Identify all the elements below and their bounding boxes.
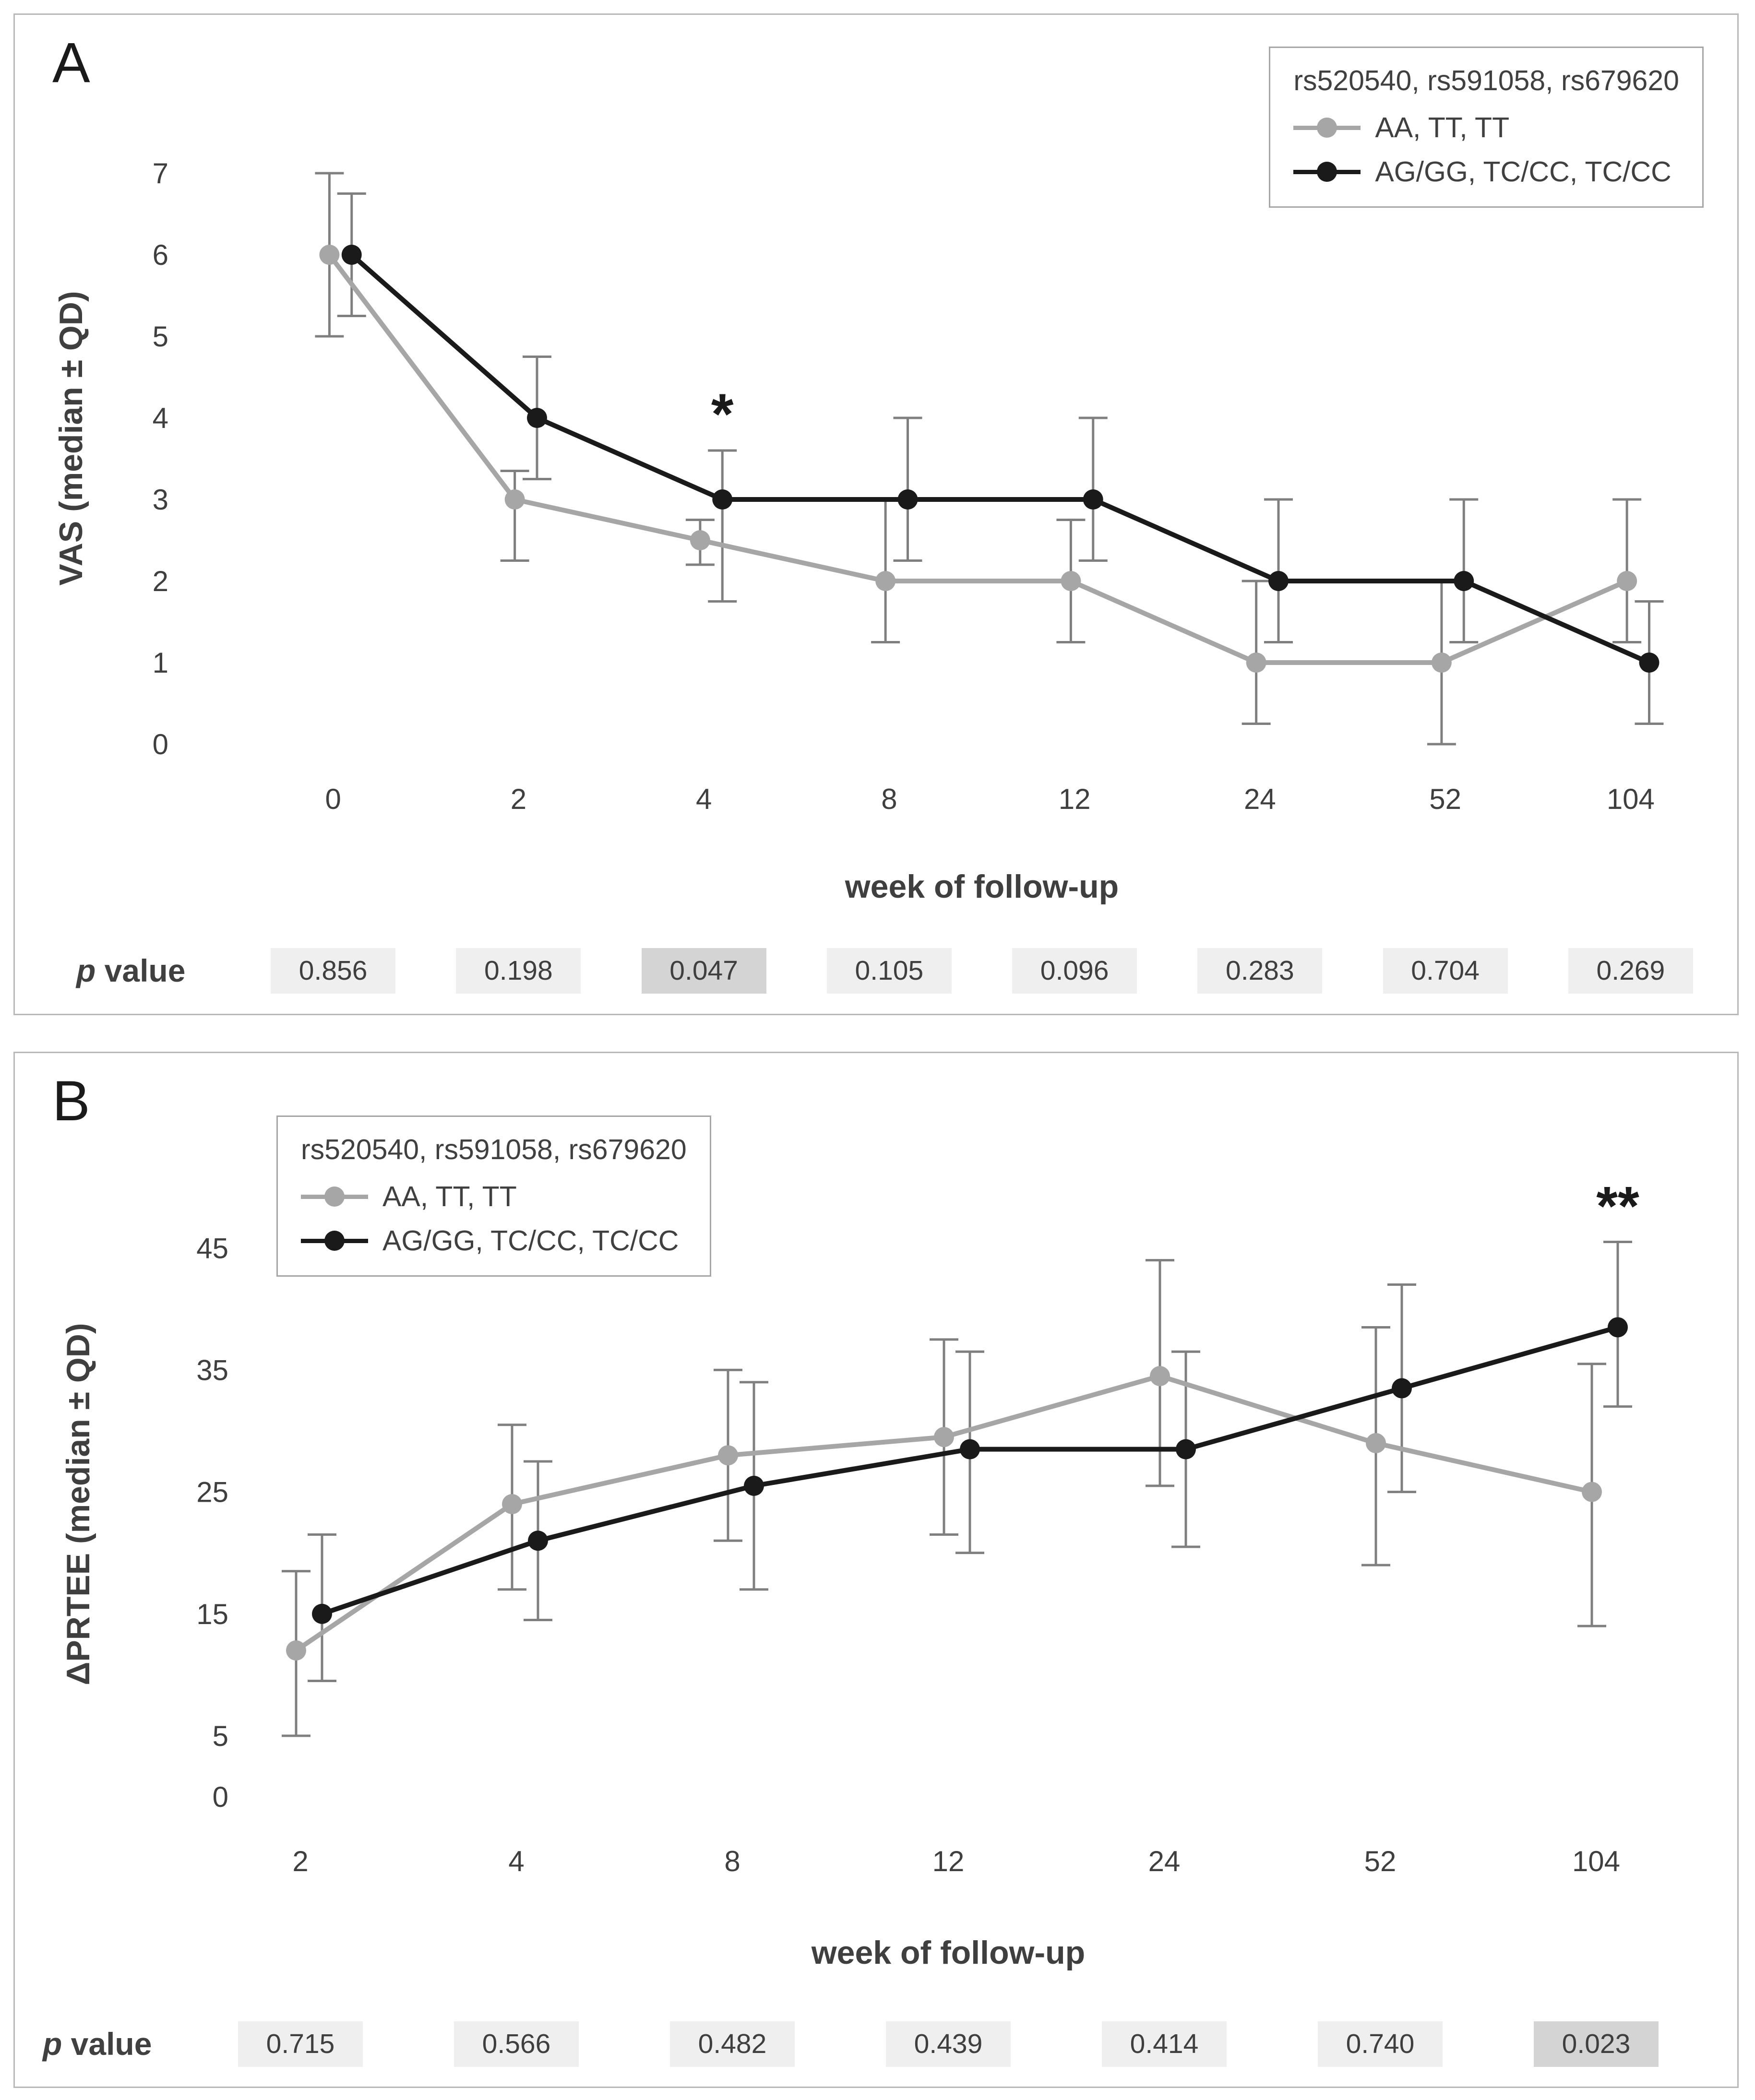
p-value: 0.704 bbox=[1383, 948, 1508, 994]
p-value: 0.105 bbox=[827, 948, 952, 994]
p-value-row-a bbox=[15, 948, 1737, 994]
x-tick-label: 0 bbox=[325, 783, 341, 815]
p-value: 0.414 bbox=[1102, 2021, 1227, 2067]
data-point bbox=[528, 1531, 548, 1551]
y-tick-label: 45 bbox=[196, 1232, 228, 1265]
data-point bbox=[342, 245, 362, 265]
significance-asterisk: * bbox=[711, 382, 734, 446]
p-value: 0.482 bbox=[670, 2021, 795, 2067]
data-point bbox=[690, 530, 710, 550]
x-tick-label: 12 bbox=[1058, 783, 1091, 815]
x-tick-label: 2 bbox=[510, 783, 527, 815]
legend-title: rs520540, rs591058, rs679620 bbox=[301, 1134, 687, 1165]
p-value: 0.269 bbox=[1568, 948, 1693, 994]
chart-b bbox=[15, 1053, 1739, 1998]
data-point bbox=[744, 1476, 764, 1496]
x-tick-label: 52 bbox=[1364, 1845, 1397, 1877]
x-tick-label: 2 bbox=[292, 1845, 309, 1877]
y-tick-label: 3 bbox=[152, 484, 168, 516]
data-point bbox=[505, 489, 525, 510]
y-tick-label: 5 bbox=[152, 320, 168, 353]
data-point bbox=[319, 245, 339, 265]
data-point bbox=[1392, 1378, 1412, 1399]
y-axis-title: ΔPRTEE (median ± QD) bbox=[60, 1323, 96, 1685]
y-tick-label: 4 bbox=[152, 402, 168, 434]
p-value: 0.740 bbox=[1318, 2021, 1443, 2067]
black-series-marker-icon bbox=[301, 1230, 368, 1251]
data-point bbox=[1608, 1317, 1628, 1337]
data-point bbox=[1061, 571, 1081, 591]
data-point bbox=[875, 571, 895, 591]
legend-item bbox=[301, 1180, 687, 1213]
significance-asterisk: ** bbox=[1596, 1175, 1639, 1237]
data-point bbox=[718, 1445, 738, 1465]
p-value: 0.283 bbox=[1197, 948, 1322, 994]
gray-series-marker-icon bbox=[1293, 117, 1361, 138]
data-point bbox=[286, 1640, 306, 1661]
legend-title: rs520540, rs591058, rs679620 bbox=[1293, 65, 1679, 96]
x-tick-label: 4 bbox=[695, 783, 712, 815]
black-series-marker-icon bbox=[1293, 161, 1361, 182]
y-axis-title: VAS (median ± QD) bbox=[53, 291, 89, 586]
legend-label: AG/GG, TC/CC, TC/CC bbox=[1375, 156, 1671, 188]
p-value-label bbox=[43, 2021, 152, 2067]
data-point bbox=[1582, 1482, 1602, 1502]
data-point bbox=[1150, 1366, 1170, 1386]
data-point bbox=[1432, 653, 1452, 673]
p-value: 0.439 bbox=[886, 2021, 1011, 2067]
legend-item bbox=[301, 1224, 687, 1257]
y-tick-label: 15 bbox=[196, 1598, 228, 1630]
p-label-word: value bbox=[104, 953, 186, 988]
data-point bbox=[960, 1439, 980, 1459]
data-point bbox=[1454, 571, 1474, 591]
p-value-label bbox=[76, 948, 185, 994]
data-point bbox=[1366, 1433, 1386, 1453]
p-value: 0.715 bbox=[238, 2021, 363, 2067]
x-tick-label: 8 bbox=[881, 783, 897, 815]
data-point bbox=[712, 489, 732, 510]
legend-b bbox=[276, 1115, 711, 1277]
x-tick-label: 12 bbox=[932, 1845, 965, 1877]
panel-a-letter: A bbox=[52, 31, 90, 95]
legend-label: AA, TT, TT bbox=[382, 1181, 517, 1212]
x-tick-label: 8 bbox=[724, 1845, 740, 1877]
p-value: 0.096 bbox=[1012, 948, 1137, 994]
series-line bbox=[352, 255, 1649, 663]
y-tick-label: 5 bbox=[212, 1720, 228, 1752]
legend-label: AA, TT, TT bbox=[1375, 112, 1510, 143]
panel-b bbox=[13, 1052, 1739, 2088]
data-point bbox=[898, 489, 918, 510]
x-tick-label: 24 bbox=[1244, 783, 1276, 815]
x-tick-label: 24 bbox=[1148, 1845, 1181, 1877]
data-point bbox=[1083, 489, 1103, 510]
p-value: 0.047 bbox=[642, 948, 766, 994]
p-label-word: value bbox=[71, 2026, 152, 2062]
p-value: 0.198 bbox=[456, 948, 581, 994]
y-tick-label: 35 bbox=[196, 1354, 228, 1387]
data-point bbox=[312, 1604, 332, 1624]
legend-a bbox=[1269, 47, 1704, 208]
y-tick-label: 25 bbox=[196, 1476, 228, 1508]
data-point bbox=[527, 408, 547, 428]
x-axis-title: week of follow-up bbox=[845, 868, 1119, 905]
data-point bbox=[1639, 653, 1659, 673]
p-value-row-b bbox=[15, 2021, 1737, 2067]
data-point bbox=[1176, 1439, 1196, 1459]
x-tick-label: 104 bbox=[1572, 1845, 1621, 1877]
legend-item bbox=[1293, 155, 1679, 188]
y-tick-label: 0 bbox=[212, 1781, 228, 1813]
x-tick-label: 4 bbox=[508, 1845, 525, 1877]
p-value: 0.856 bbox=[271, 948, 395, 994]
legend-item bbox=[1293, 111, 1679, 144]
p-label-italic: p bbox=[43, 2026, 62, 2062]
x-tick-label: 104 bbox=[1606, 783, 1655, 815]
data-point bbox=[502, 1494, 522, 1514]
legend-label: AG/GG, TC/CC, TC/CC bbox=[382, 1225, 679, 1257]
gray-series-marker-icon bbox=[301, 1186, 368, 1207]
p-value: 0.023 bbox=[1534, 2021, 1659, 2067]
x-axis-title: week of follow-up bbox=[811, 1934, 1086, 1971]
panel-a bbox=[13, 13, 1739, 1015]
x-tick-label: 52 bbox=[1429, 783, 1461, 815]
data-point bbox=[1246, 653, 1266, 673]
data-point bbox=[934, 1427, 954, 1447]
data-point bbox=[1617, 571, 1637, 591]
data-point bbox=[1268, 571, 1289, 591]
y-tick-label: 0 bbox=[152, 728, 168, 760]
y-tick-label: 7 bbox=[152, 157, 168, 190]
series-line bbox=[329, 255, 1627, 663]
y-tick-label: 2 bbox=[152, 565, 168, 597]
y-tick-label: 1 bbox=[152, 647, 168, 679]
p-label-italic: p bbox=[76, 953, 96, 988]
p-value: 0.566 bbox=[454, 2021, 579, 2067]
panel-b-letter: B bbox=[52, 1069, 90, 1133]
y-tick-label: 6 bbox=[152, 239, 168, 271]
